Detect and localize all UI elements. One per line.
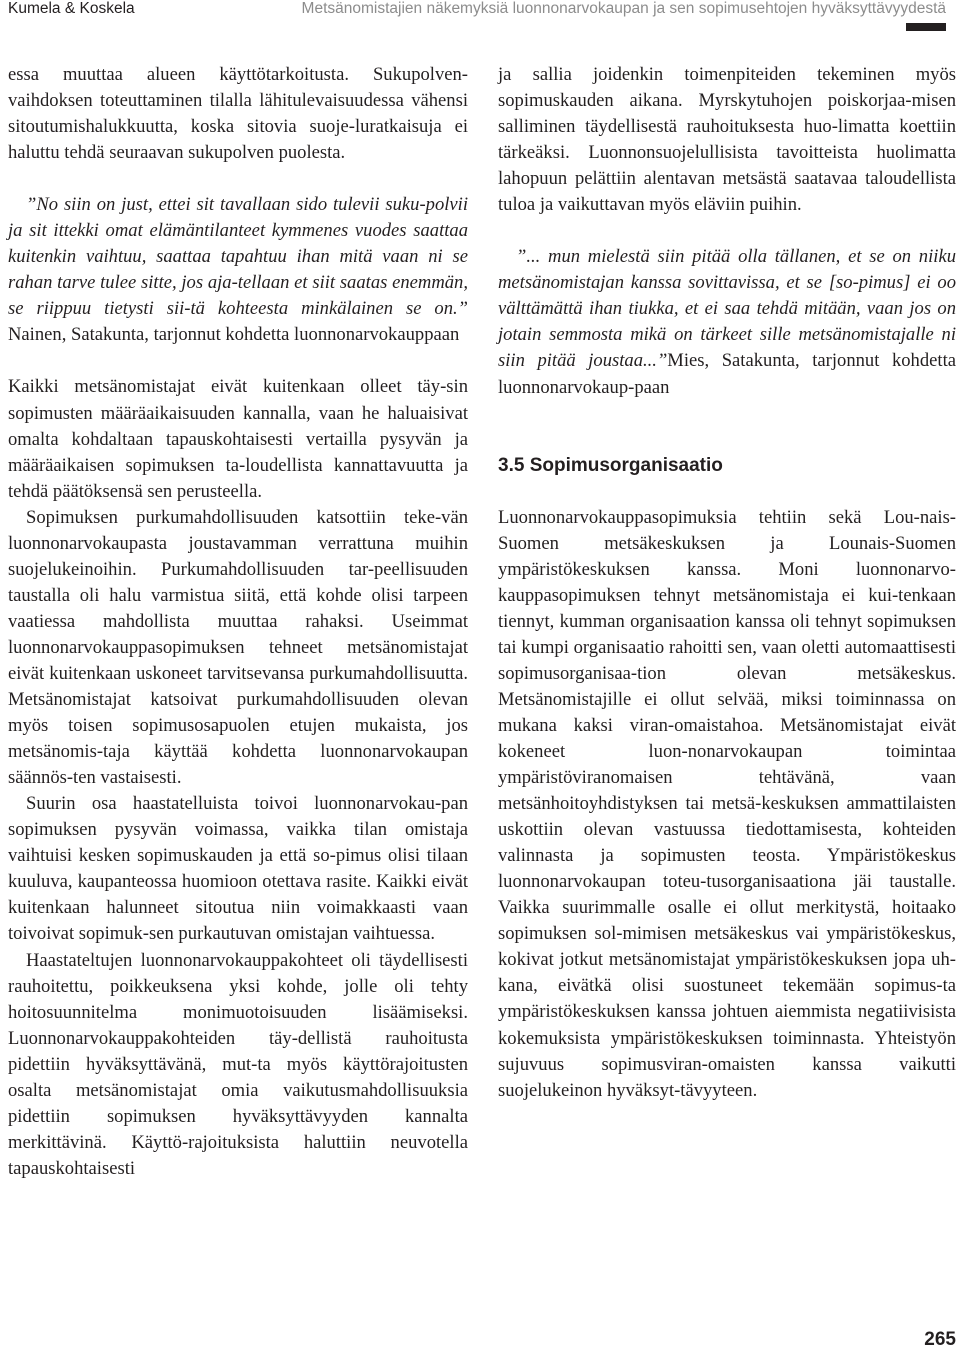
header-authors: Kumela & Koskela bbox=[8, 0, 135, 17]
quote-text: ”... mun mielestä siin pitää olla tällanen, et se on niiku metsänomistajan kanssa sovittavissa, et se [so-pimus] ei oo välttämättä ihan tiukka, et ei saa tehdä mitään, vaan jos on jotain semmosta mikä on tärkeet sille metsänomistajalle ni siin pitää joustaa...” bbox=[498, 246, 956, 372]
paragraph: Haastateltujen luonnonarvokauppakohteet oli täydellisesti rauhoitettu, poikkeuksena yksi kohde, jolle oli tehty hoitosuunnitelma monimuotoisuuden lisäämiseksi. Luonnonarvokauppakohteiden täy-dellistä rauhoitusta pidettiin hyväksyttävänä, mut-ta myös käyttörajoitusten osalta metsänomistajat omia vaikutusmahdollisuuksia pidettiin sopimuksen hyväksyttävyyden kannalta merkittävinä. Käyttö-rajoituksista haluttiin neuvotella tapauskohtaisesti bbox=[8, 949, 468, 1179]
paragraph: essa muuttaa alueen käyttötarkoitusta. Sukupolven-vaihdoksen toteuttaminen tilalla lähitulevaisuudessa vähensi sitoutumishalukkuutta, koska sitovia suoje-luratkaisuja ei haluttu tehdä seuraavan sukupolven puolesta. bbox=[8, 64, 468, 164]
paragraph: Suurin osa haastatelluista toivoi luonnonarvokau-pan sopimuksen pysyvän voimassa, vaikka tilan omistaja vaihtuisi kesken sopimuskauden ja että so-pimus olisi tilaan kuuluva, kaupanteossa huomioon otettava rasite. Kaikki eivät kuitenkaan halunneet sitoutua niin voimakkaasti vaan toivoivat sopimuk-sen purkautuvan omistajan vaihtuessa. bbox=[8, 793, 468, 945]
interview-quote bbox=[8, 192, 468, 348]
header-title: Metsänomistajien näkemyksiä luonnonarvokaupan ja sen sopimusehtojen hyväksyttävyydestä bbox=[301, 0, 946, 17]
right-column bbox=[498, 62, 956, 1104]
paragraph: Sopimuksen purkumahdollisuuden katsottiin teke-vän luonnonarvokaupasta joustavamman verrattuna muihin suojelukeinoihin. Purkumahdollisuuden tar-peellisuuden taustalla oli halu varmistua siitä, että kohde olisi tarpeen vaatiessa mahdollista muuttaa rahaksi. Useimmat luonnonarvokauppasopimuksen tehneet metsänomistajat eivät kuitenkaan uskoneet tarvitsevansa purkumahdollisuutta. Metsänomistajat katsoivat purkumahdollisuuden olevan myös toisen sopimusosapuolen etujen mukaista, jos metsänomis-taja käyttää kohdetta luonnonarvokaupan säännös-ten vastaisesti. bbox=[8, 506, 468, 789]
running-head bbox=[8, 0, 946, 24]
header-bar bbox=[906, 23, 946, 31]
paragraph: Kaikki metsänomistajat eivät kuitenkaan olleet täy-sin sopimusten määräaikaisuuden kannalla, vaan he haluaisivat omalta kohdaltaan tapauskohtaisesti vertailla pysyvän ja määräaikaisen sopimuksen ta-loudellista kannattavuutta ja tehdä päätöksensä sen perusteella. bbox=[8, 376, 468, 502]
section-heading: 3.5 Sopimusorganisaatio bbox=[498, 454, 723, 476]
quote-text: ”No siin on just, ettei sit tavallaan sido tulevii suku-polvii ja sit ittekki omat elämäntilanteet kymmenes vuodes saattaa kuitenkin vaihtuu, saattaa tapahtuu ihan mitä vaan ni se rahan tarve tulee sitte, jos aja-tellaan et siit saatas enemmän, se riippuu tietysti sii-tä kohteesta minkälainen se on.” bbox=[8, 194, 468, 320]
quote-source: Mies, Satakunta, tarjonnut kohdetta luonnonarvokaup-paan bbox=[498, 350, 956, 398]
paragraph: Luonnonarvokauppasopimuksia tehtiin sekä Lou-nais-Suomen metsäkeskuksen ja Lounais-Suomen ympäristökeskuksen kanssa. Moni luonnonarvo-kauppasopimuksen tehnyt metsänomistaja ei kui-tenkaan tiennyt, kumman organisaation kanssa oli tehnyt sopimuksen tai kumpi organisaatio rahoitti sen, vaan oletti automaattisesti sopimusorganisaa-tion olevan metsäkeskus. Metsänomistajille ei ollut selvää, miksi toiminnassa on mukana kaksi viran-omaistahoa. Metsänomistajat eivät kokeneet luon-nonarvokaupan toimintaa ympäristöviranomaisen tehtävänä, vaan metsänhoitoyhdistyksen tai metsä-keskuksen ammattilaisten uskottiin olevan vastuussa tiedottamisesta, kohteiden valinnasta ja sopimusten teosta. Ympäristökeskus luonnonarvokaupan toteu-tusorganisaationa jäi taustalle. Vaikka suurimmalle osalle ei ollut merkitystä, hoitaako sopimuksen sol-mimisen metsäkeskus vai ympäristökeskus, kokivat jotkut metsänomistajat ympäristökeskuksen jopa uh-kana, eivätkä olisi suostuneet tekemään sopimus-ta ympäristökeskuksen kanssa johtuen aiemmista negatiivisista kokemuksista ympäristökeskuksen toiminnasta. Yhteistyön sujuvuus sopimusviran-omaisten kanssa vaikutti suojelukeinon hyväksyt-tävyyteen. bbox=[498, 506, 956, 1101]
interview-quote bbox=[498, 244, 956, 400]
left-column bbox=[8, 62, 468, 1182]
quote-source: Nainen, Satakunta, tarjonnut kohdetta luonnonarvokauppaan bbox=[8, 324, 460, 346]
page-number: 265 bbox=[924, 1329, 956, 1350]
paragraph: ja sallia joidenkin toimenpiteiden tekeminen myös sopimuskauden aikana. Myrskytuhojen poiskorjaa-misen salliminen täydellisestä rauhoituksesta huo-limatta koettiin tärkeäksi. Luonnonsuojelullisista tavoitteista huolimatta lahopuun pelättiin alentavan metsästä saatavaa taloudellista tuloa ja vaikuttavan myös eläviin puihin. bbox=[498, 64, 956, 216]
